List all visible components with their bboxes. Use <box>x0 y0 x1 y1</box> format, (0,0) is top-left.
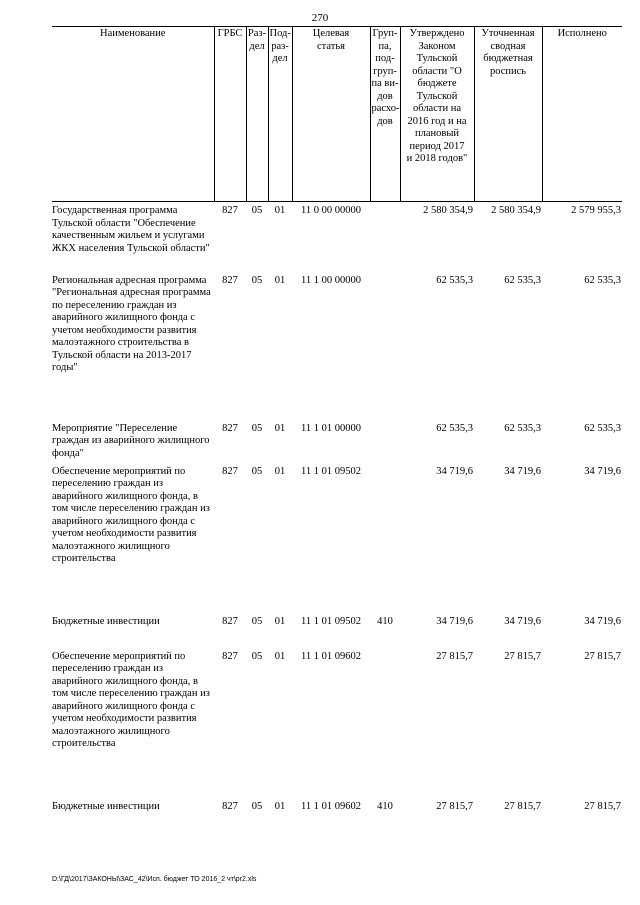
row-grbs: 827 <box>222 800 238 812</box>
row-executed: 62 535,3 <box>584 422 621 434</box>
row-podrazdel: 01 <box>274 800 286 812</box>
row-target: 11 1 00 00000 <box>301 274 361 286</box>
row-group: 410 <box>377 615 393 627</box>
row-refined: 62 535,3 <box>504 274 541 286</box>
header-podrazdel: Под- раз- дел <box>268 27 292 202</box>
row-refined: 27 815,7 <box>504 650 541 662</box>
row-approved: 27 815,7 <box>436 800 473 812</box>
table-row <box>52 798 622 828</box>
table-row <box>52 613 622 648</box>
row-target: 11 1 01 09602 <box>301 800 361 812</box>
row-refined: 27 815,7 <box>504 800 541 812</box>
row-name: Обеспечение мероприятий по переселению граждан из аварийного жилищного фонда, в том числе переселению граждан из аварийного жилищного фонда с учетом необходимости развития малоэтажного жилищного строительства <box>52 650 210 749</box>
row-executed: 2 579 955,3 <box>571 205 621 216</box>
row-group <box>370 272 400 420</box>
row-group <box>370 463 400 613</box>
row-refined: 34 719,6 <box>504 615 541 627</box>
row-target: 11 1 01 09502 <box>301 465 361 477</box>
row-grbs: 827 <box>222 650 238 662</box>
row-name: Бюджетные инвестиции <box>52 615 160 627</box>
row-target: 11 1 01 09602 <box>301 650 361 662</box>
row-razdel: 05 <box>251 205 263 216</box>
header-approved: Утверждено Законом Тульской области "О бюджете Тульской области на 2016 год и на плановый период 2017 и 2018 годов" <box>400 27 474 202</box>
row-approved: 34 719,6 <box>436 615 473 627</box>
row-name: Государственная программа Тульской области "Обеспечение качественным жильем и услугами ЖКХ населения Тульской области" <box>52 205 210 254</box>
row-group <box>370 202 400 272</box>
row-group: 410 <box>377 800 393 812</box>
row-name: Региональная адресная программа "Региональная адресная программа по переселению граждан из аварийного жилищного фонда с учетом необходимости развития малоэтажного строительства в Тульской области на 2013-2017 годы" <box>52 274 211 373</box>
row-grbs: 827 <box>222 615 238 627</box>
header-executed: Исполнено <box>542 27 622 202</box>
row-name: Мероприятие "Переселение граждан из аварийного жилищного фонда" <box>52 422 210 459</box>
row-executed: 62 535,3 <box>584 274 621 286</box>
row-grbs: 827 <box>222 205 238 216</box>
row-podrazdel: 01 <box>274 650 286 662</box>
row-razdel: 05 <box>251 422 263 434</box>
header-grbs: ГРБС <box>214 27 246 202</box>
table-row <box>52 648 622 798</box>
row-approved: 62 535,3 <box>436 422 473 434</box>
row-approved: 2 580 354,9 <box>423 205 473 216</box>
row-approved: 27 815,7 <box>436 650 473 662</box>
row-target: 11 1 01 00000 <box>301 422 361 434</box>
row-grbs: 827 <box>222 465 238 477</box>
table-row <box>52 463 622 613</box>
row-razdel: 05 <box>251 650 263 662</box>
row-podrazdel: 01 <box>274 422 286 434</box>
table-row <box>52 420 622 463</box>
row-razdel: 05 <box>251 274 263 286</box>
row-target: 11 0 00 00000 <box>301 205 361 216</box>
header-target: Целевая статья <box>292 27 370 202</box>
row-refined: 62 535,3 <box>504 422 541 434</box>
row-executed: 27 815,7 <box>584 800 621 812</box>
header-group: Груп- па, под- груп- па ви- дов расхо- дов <box>370 27 400 202</box>
row-name: Обеспечение мероприятий по переселению граждан из аварийного жилищного фонда, в том числе переселению граждан из аварийного жилищного фонда с учетом необходимости развития малоэтажного жилищного строительства <box>52 465 210 564</box>
row-group <box>370 420 400 463</box>
header-name: Наименование <box>52 27 214 202</box>
row-razdel: 05 <box>251 615 263 627</box>
row-grbs: 827 <box>222 274 238 286</box>
budget-table <box>52 26 622 828</box>
row-podrazdel: 01 <box>274 274 286 286</box>
row-group <box>370 648 400 798</box>
header-refined: Уточненная сводная бюджетная роспись <box>474 27 542 202</box>
row-approved: 34 719,6 <box>436 465 473 477</box>
row-target: 11 1 01 09502 <box>301 615 361 627</box>
row-grbs: 827 <box>222 422 238 434</box>
header-razdel: Раз- дел <box>246 27 268 202</box>
row-approved: 62 535,3 <box>436 274 473 286</box>
page-number: 270 <box>311 12 329 24</box>
table-row <box>52 272 622 420</box>
row-refined: 34 719,6 <box>504 465 541 477</box>
row-podrazdel: 01 <box>274 205 286 216</box>
row-executed: 34 719,6 <box>584 615 621 627</box>
table-header-row <box>52 27 622 202</box>
row-name: Бюджетные инвестиции <box>52 800 160 812</box>
row-executed: 34 719,6 <box>584 465 621 477</box>
row-executed: 27 815,7 <box>584 650 621 662</box>
file-path-footer: D:\ГД\2017\ЗАКОНЫ\ЗАС_42\Исп. бюджет ТО 2016_2 чт\pr2.xls <box>52 876 257 883</box>
row-podrazdel: 01 <box>274 615 286 627</box>
row-razdel: 05 <box>251 800 263 812</box>
row-refined: 2 580 354,9 <box>491 205 541 216</box>
table-row <box>52 202 622 272</box>
row-razdel: 05 <box>251 465 263 477</box>
row-podrazdel: 01 <box>274 465 286 477</box>
